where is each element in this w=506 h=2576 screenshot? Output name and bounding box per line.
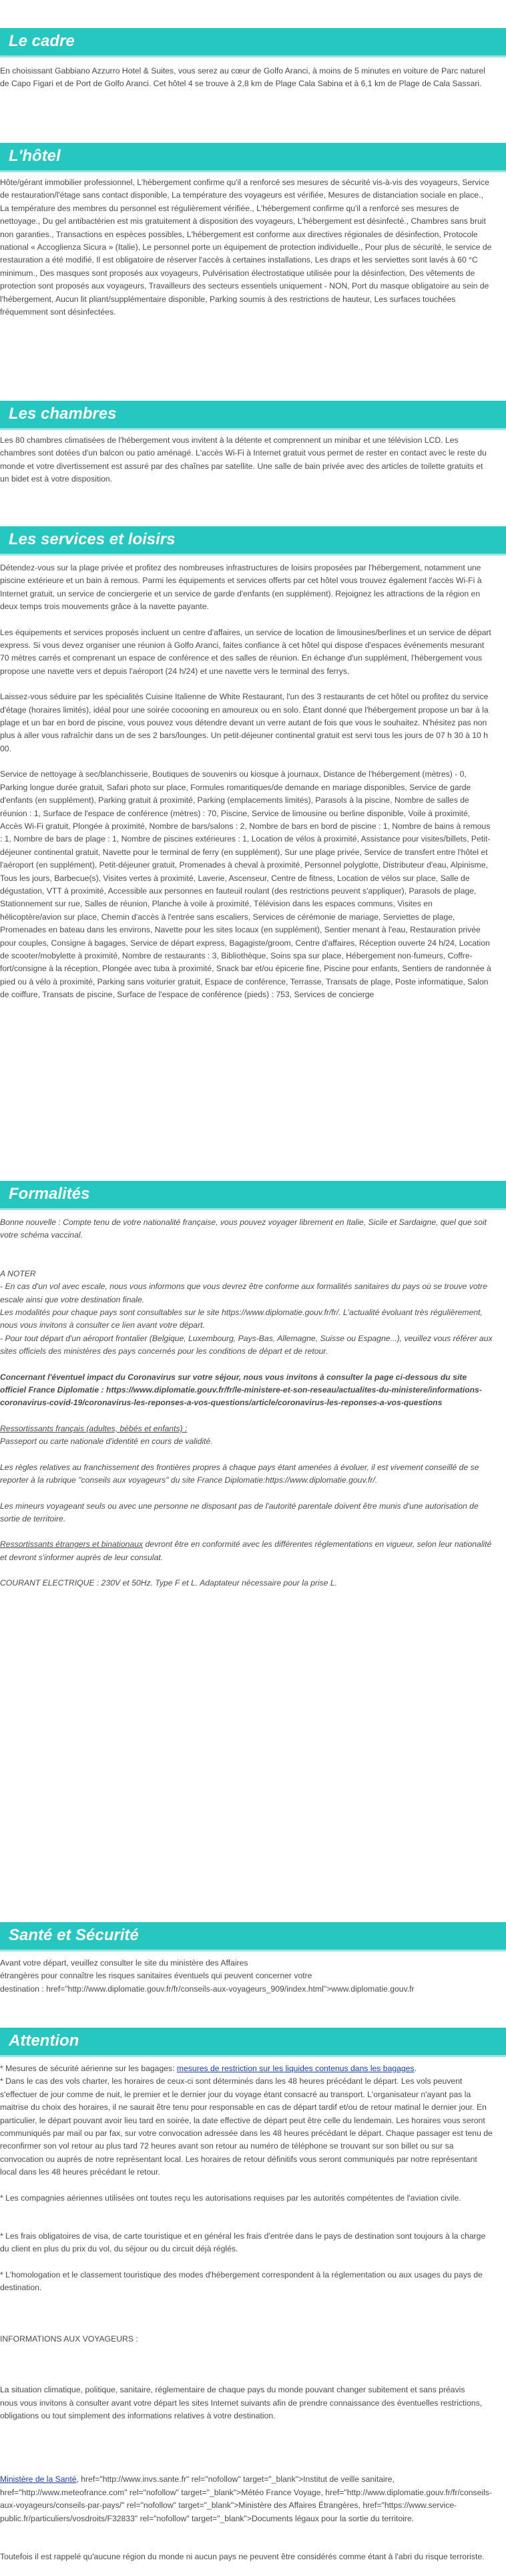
section-body-sante xyxy=(0,1957,494,1996)
section-title: Les services et loisirs xyxy=(9,530,176,548)
note-line: - Pour tout départ d'un aéroport frontalier (Belgique, Luxembourg, Pays-Bas, Allemagne, Suisse ou Espagne...), veuillez vous référer aux sites officiels des ministères des pays concernés pour les conditions de départ et de retour. xyxy=(0,1333,493,1356)
section-title: Le cadre xyxy=(9,32,75,50)
paragraph: * L'homologation et le classement touristique des modes d'hébergement correspondent à la réglementation ou aux usages du pays de destination. xyxy=(0,2269,483,2293)
paragraph: * Dans le cas des vols charter, les horaires de ceux-ci sont déterminés dans les 48 heures précédant le départ. Les vols peuvent s'effectuer de jour comme de nuit, le premier et le dernier jour du voyage étant consacré au transport. L'organisateur n'ayant pas la maitrise du choix des horaires, il ne saurait être tenu pour responsable en cas de départ tardif et/ou de retour matinal le dernier jour. En particulier, le départ pouvant avoir lieu tard en soirée, la date effective de départ peut être celle du lendemain. Les horaires vous seront communiqués par mail ou par fax, sur votre convocation adressée dans les 48 heures précédant le départ. Chaque passager est tenu de reconfirmer son vol retour au plus tard 72 heures avant son retour au numéro de téléphone se trouvant sur son billet ou sur sa convocation ou auprès de notre représentant local. Les horaires de retour définitifs vous seront communiqués par notre représentant local dans les 48 heures précédant le retour. xyxy=(0,2076,493,2177)
baggage-line xyxy=(0,2062,494,2075)
section-title: Santé et Sécurité xyxy=(9,1926,139,1944)
paragraph: Service de nettoyage à sec/blanchisserie, Boutiques de souvenirs ou kiosque à journaux, Distance de l'hébergement (mètres) - 0, Parking longue durée gratuit, Safari photo sur place, Formules romantiques/de demande en mariage disponibles, Service de garde d'enfants (en supplément), Parking gratuit à proximité, Parking (emplacements limités), Parasols à la piscine, Nombre de salles de réunion : 1, Surface de l'espace de conférence (mètres) : 70, Piscine, Service de limousine ou berline disponible, Voile à proximité, Accès Wi-Fi gratuit, Plongée à proximité, Nombre de bars/salons : 2, Nombre de bars en bord de piscine : 1, Nombre de bains à remous : 1, Nombre de bars de plage : 1, Nombre de piscines extérieures : 1, Location de vélos à proximité, Assistance pour visites/billets, Petit-déjeuner continental gratuit, Navette pour le terminal de ferry (en supplément), Sur une plage privée, Service de transfert entre l'hôtel et l'aéroport (en supplément), Petit-déjeuner gratuit, Promenades à cheval à proximité, Personnel polyglotte, Distributeur d'eau, Alpinisme, Tous les jours, Barbecue(s), Visites vertes à proximité, Laverie, Ascenseur, Centre de fitness, Location de vélos sur place, Salle de dégustation, VTT à proximité, Accessible aux personnes en fauteuil roulant (des restrictions peuvent s'appliquer), Parasols de plage, Stationnement sur rue, Salles de réunion, Planche à voile à proximité, Télévision dans les espaces communs, Visites en hélicoptère/avion sur place, Chemin d'accès à l'entrée sans escaliers, Services de cérémonie de mariage, Serviettes de plage, Promenades en bateau dans les environs, Navette pour les sites locaux (en supplément), Sentier menant à l'eau, Restauration privée pour couples, Consigne à bagages, Service de départ express, Bagagiste/groom, Centre d'affaires, Réception ouverte 24 h/24, Location de scooter/mobylette à proximité, Nombre de restaurants : 3, Bibliothèque, Soins spa sur place, Hébergement non-fumeurs, Coffre-fort/consigne à la réception, Plongée avec tuba à proximité, Snack bar et/ou épicerie fine, Piscine pour enfants, Sentiers de randonnée à pied ou à vélo à proximité, Parking sans voiturier gratuit, Espace de conférence, Terrasse, Transats de plage, Poste informatique, Salon de coiffure, Transats de piscine, Surface de l'espace de conférence (pieds) : 753, Services de concierge xyxy=(0,769,491,1000)
paragraph: Hôte/gérant immobilier professionnel, L'hébergement confirme qu'il a renforcé ses mesures de sécurité vis-à-vis des voyageurs, Service de restauration/l'étage sans contact disponible, La température des voyageurs est vérifiée, Mesures de distanciation sociale en place., La température des membres du personnel est régulièrement vérifiée., L'hébergement confirme qu'il a renforcé ses mesures de nettoyage., Du gel antibactérien est mis gratuitement à disposition des voyageurs, L'hébergement est désinfecté., Chambres sans bruit non garanties., Transactions en espèces possibles, L'hébergement est conforme aux directives régionales de désinfection, Protocole national « Accoglienza Sicura » (Italie), Le personnel porte un équipement de protection individuelle., Pour plus de sécurité, le service de restauration a été modifié, Il est obligatoire de réserver l'accès à certaines installations, Les draps et les serviettes sont lavés à 60 °C minimum., Des masques sont proposés aux voyageurs, Pulvérisation électrostatique utilisée pour la désinfection, Des vêtements de protection sont proposés aux voyageurs, Travailleurs des secteurs essentiels uniquement - NON, Port du masque obligatoire au sein de l'hébergement, Aucun lit pliant/supplémentaire disponible, Parking soumis à des restrictions de hauteur, Les surfaces touchées fréquemment sont désinfectées. xyxy=(0,178,492,317)
section-body-services xyxy=(0,562,494,1015)
section-header-formalites xyxy=(0,1181,506,1210)
paragraph: Passeport ou carte nationale d'identité en cours de validité. xyxy=(0,1437,213,1447)
section-title: Formalités xyxy=(9,1185,90,1203)
paragraph: COURANT ELECTRIQUE : 230V et 50Hz. Type F et L. Adaptateur nécessaire pour la prise L. xyxy=(0,1578,338,1588)
section-header-attention xyxy=(0,2028,506,2057)
section-header-services xyxy=(0,526,506,556)
paragraph: Les mineurs voyageant seuls ou avec une personne ne disposant pas de l'autorité parentale doivent être munis d'une autorisation de sortie de territoire. xyxy=(0,1501,479,1523)
ministry-health-link[interactable]: Ministère de la Santé xyxy=(0,2474,77,2485)
info-heading: INFORMATIONS AUX VOYAGEURS : xyxy=(0,2334,138,2344)
paragraph xyxy=(0,1538,494,1564)
section-body-chambres xyxy=(0,434,494,499)
paragraph: Les 80 chambres climatisées de l'hébergement vous invitent à la détente et comprennent un minibar et une télévision LCD. Les chambres sont dotées d'un balcon ou patio aménagé. L'accès Wi-Fi à Internet gratuit vous permet de rester en contact avec le reste du monde et votre divertissement est assuré par des chaînes par satellite. Une salle de bain privée avec des articles de toilette gratuits et un bidet est à votre disposition. xyxy=(0,435,487,484)
ministry-rest: , href="http://www.invs.sante.fr" rel="nofollow" target="_blank">Institut de veille sanitaire, href="http://www.meteofrance.com" rel="nofollow" target="_blank">Météo France Voyage, href="http://www.diplomatie.gouv.fr/fr/conseils-aux-voyageurs/conseils-par-pays/" rel="nofollow" target="_blank">Ministère des Affaires Étrangères, href="https://www.service-public.fr/particuliers/vosdroits/F32833" rel="nofollow" target="_blank">Documents légaux pour la sortie du territoire. xyxy=(0,2474,492,2523)
binational-text: devront être en conformité avec les différentes réglementations en vigueur, selon leur nationalité et devront s'informer auprès de leur consulat. xyxy=(0,1539,492,1562)
paragraph: Les règles relatives au franchissement des frontières propres à chaque pays étant amenées à évoluer, il est vivement conseillé de se reporter à la rubrique "conseils aux voyageurs" du site France Diplomatie:https://www.diplomatie.gouv.fr/. xyxy=(0,1462,479,1485)
section-header-cadre xyxy=(0,28,506,57)
baggage-restriction-link[interactable]: mesures de restriction sur les liquides contenus dans les bagages xyxy=(176,2064,415,2073)
paragraph: * Les compagnies aériennes utilisées ont toutes reçu les autorisations requises par les autorités compétentes de l'aviation civile. xyxy=(0,2193,461,2203)
paragraph: * Les frais obligatoires de visa, de carte touristique et en général les frais d'entrée dans le pays de destination sont toujours à la charge du client en plus du prix du vol, du séjour ou du circuit déjà réglés. xyxy=(0,2231,486,2254)
text-line: nous vous invitons à consulter avant votre départ les sites Internet suivants afin de prendre connaissance des éventuelles restrictions, obligations ou tout simplement des informations relatives à votre destination. xyxy=(0,2398,483,2420)
section-body-formalites xyxy=(0,1216,494,1603)
paragraph: Toutefois il est rappelé qu'aucune région du monde ni aucun pays ne peuvent être considérés comme étant à l'abri du risque terroriste. xyxy=(0,2551,485,2561)
text-line: La situation climatique, politique, sanitaire, réglementaire de chaque pays du monde pouvant changer subitement et sans préavis xyxy=(0,2385,465,2395)
note-line: Les modalités pour chaque pays sont consultables sur le site https://www.diplomatie.gouv.fr/fr/. L'actualité évoluant très régulièrement, nous vous invitons à consulter ce lien avant votre départ. xyxy=(0,1308,483,1330)
paragraph: Bonne nouvelle : Compte tenu de votre nationalité française, vous pouvez voyager librement en Italie, Sicile et Sardaigne, quel que soit votre schéma vaccinal. xyxy=(0,1218,487,1240)
section-body-hotel xyxy=(0,176,494,331)
section-header-chambres xyxy=(0,401,506,430)
covid-notice: Concernant l'éventuel impact du Coronavirus sur votre séjour, nous vous invitons à consulter la page ci-dessous du site officiel France Diplomatie : https://www.diplomatie.gouv.fr/fr/le-ministere-et-son-reseau/actualites-du-ministere/informations-coronavirus-covid-19/coronavirus-les-reponses-a-vos-questions/article/coronavirus-les-reponses-a-vos-questions xyxy=(0,1372,482,1408)
section-body-cadre xyxy=(0,65,494,104)
note-label: A NOTER xyxy=(0,1268,36,1278)
binational-heading: Ressortissants étrangers et binationaux xyxy=(0,1539,144,1549)
section-header-hotel xyxy=(0,143,506,172)
section-title: Les chambres xyxy=(9,405,117,423)
paragraph: Les équipements et services proposés incluent un centre d'affaires, un service de location de limousines/berlines et un service de départ express. Si vous devez organiser une réunion à Golfo Aranci, faites confiance à cet hôtel qui dispose d'espaces événements mesurant 70 mètres carrés et comprenant un espace de conférence et des salles de réunion. En échange d'un supplément, l'hébergement vous propose une navette vers et depuis l'aéroport (24 h/24) et une navette vers le terminal des ferrys. xyxy=(0,627,491,676)
fr-heading: Ressortissants français (adultes, bébés et enfants) : xyxy=(0,1423,188,1433)
section-title: L'hôtel xyxy=(9,147,61,165)
text-line: Avant votre départ, veuillez consulter le site du ministère des Affaires xyxy=(0,1958,248,1968)
paragraph xyxy=(0,2473,494,2525)
paragraph: En choisissant Gabbiano Azzurro Hotel & Suites, vous serez au cœur de Golfo Aranci, à moins de 5 minutes en voiture de Parc naturel de Capo Figari et de Port de Golfo Aranci. Cet hôtel 4 se trouve à 2,8 km de Plage Cala Sabina et à 6,1 km de Plage de Cala Sassari. xyxy=(0,66,485,89)
note-line: - En cas d'un vol avec escale, nous vous informons que vous devrez être conforme aux formalités sanitaires du pays où se trouve votre escale ainsi que votre destination finale. xyxy=(0,1282,487,1304)
text-line: étrangères pour connaître les risques sanitaires éventuels qui peuvent concerner votre xyxy=(0,1971,312,1981)
baggage-suffix: . xyxy=(414,2064,417,2073)
baggage-prefix: * Mesures de sécurité aérienne sur les bagages: xyxy=(0,2064,177,2073)
section-body-attention xyxy=(0,2062,494,2576)
section-title: Attention xyxy=(9,2032,79,2050)
section-header-sante xyxy=(0,1922,506,1952)
paragraph: Détendez-vous sur la plage privée et profitez des nombreuses infrastructures de loisirs proposées par l'hébergement, notamment une piscine extérieure et un bain à remous. Parmi les équipements et services offerts par cet hôtel vous trouvez également l'accès Wi-Fi à Internet gratuit, un service de conciergerie et un service de garde d'enfants (en supplément). Rejoignez les attractions de la région en deux temps trois mouvements grâce à la navette payante. xyxy=(0,563,482,612)
text-line: destination : href="http://www.diplomatie.gouv.fr/fr/conseils-aux-voyageurs_909/index.html">www.diplomatie.gouv.fr xyxy=(0,1984,415,1994)
paragraph: Laissez-vous séduire par les spécialités Cuisine Italienne de White Restaurant, l'un des 3 restaurants de cet hôtel ou profitez du service d'étage (horaires limités), idéal pour une soirée cocooning en amoureux ou en solo. Étant donné que l'hébergement propose un bar à la plage et un bar en bord de piscine, vous pouvez vous détendre devant un verre autant de fois que vous le souhaitez. N'hésitez pas non plus à aller vous rafraîchir dans un de ses 2 bars/lounges. Un petit-déjeuner continental gratuit est servi tous les jours de 07 h 30 à 10 h 00. xyxy=(0,692,489,753)
